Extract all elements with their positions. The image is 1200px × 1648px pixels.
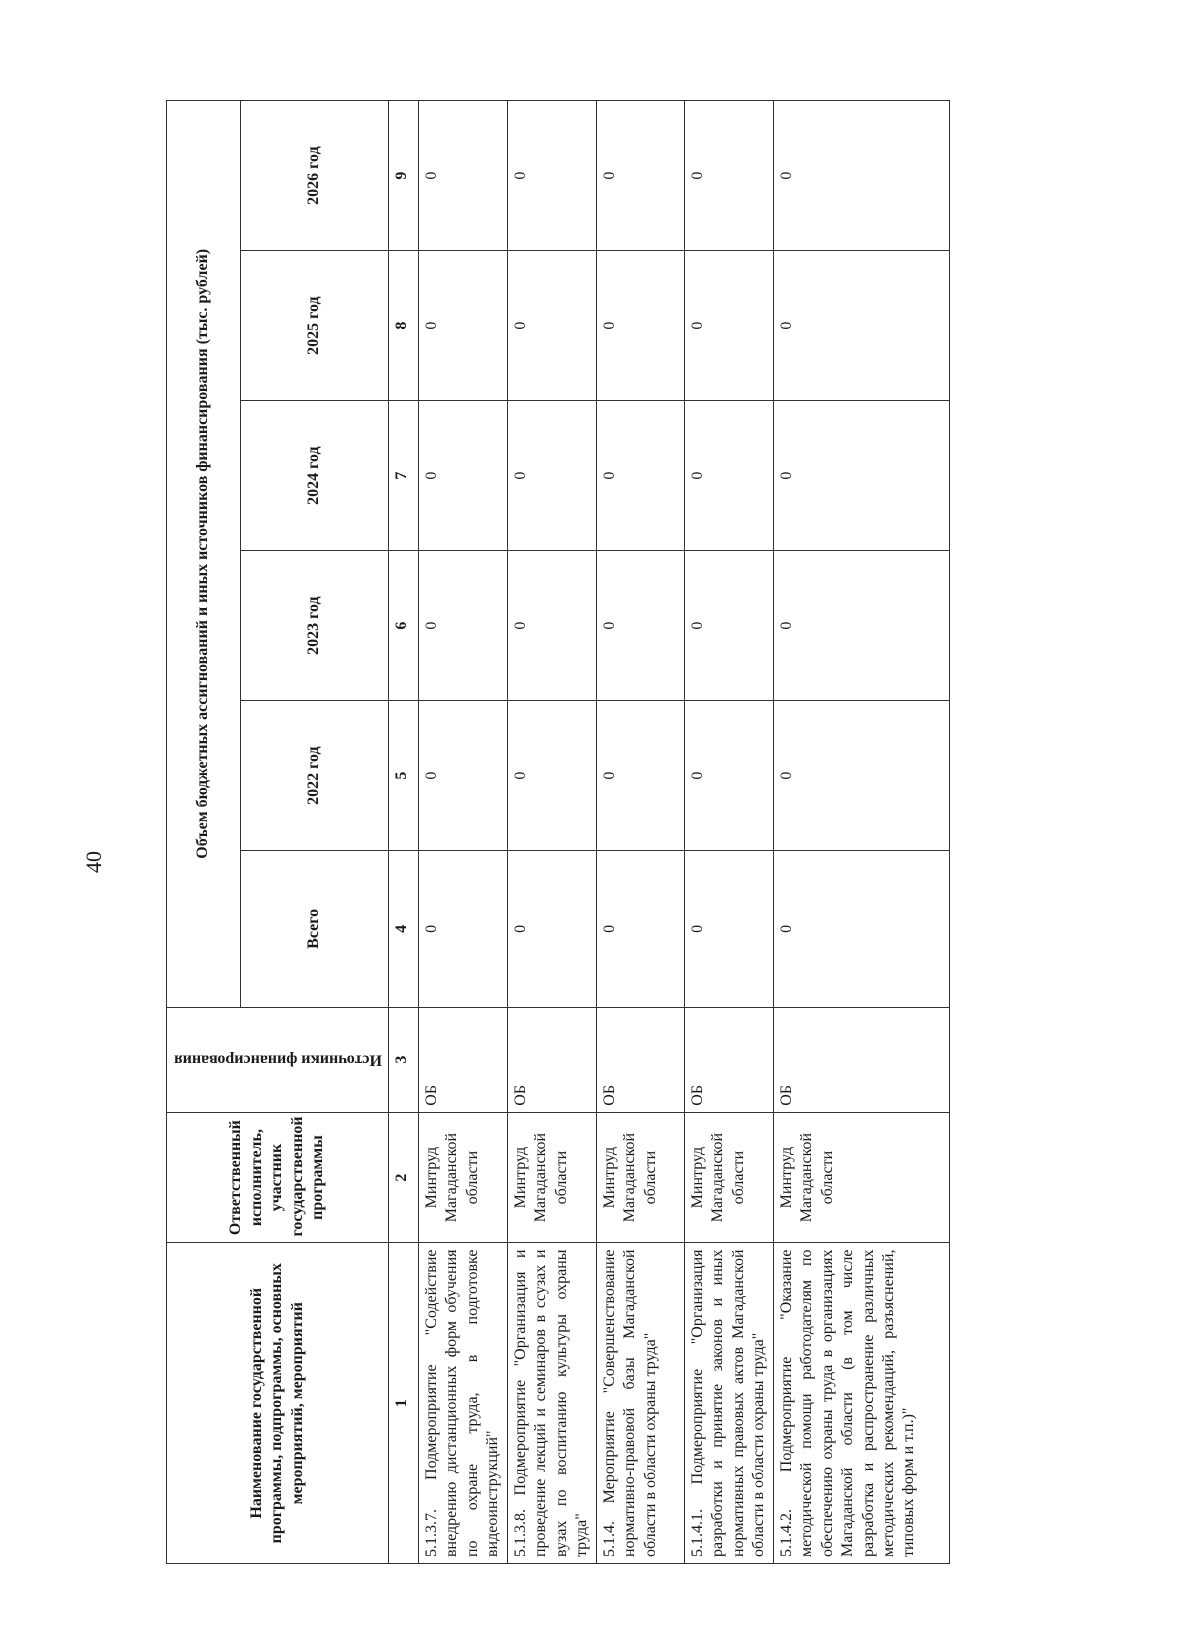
column-number: 3: [389, 1007, 419, 1112]
row-value-2024: 0: [507, 401, 596, 551]
row-value-2022: 0: [684, 701, 773, 851]
row-value-2025: 0: [773, 251, 949, 401]
table-row: [419, 101, 508, 1564]
row-value-2022: 0: [507, 701, 596, 851]
row-name: 5.1.3.8. Подмероприятие "Организация и проведение лекций и семинаров в ссузах и вузах по воспитанию культуры охраны труда": [507, 1243, 596, 1564]
table-row: [773, 101, 949, 1564]
header-source: Источники финансирования: [167, 1007, 389, 1112]
row-value-2026: 0: [419, 101, 508, 251]
rotated-table-wrapper: [166, 100, 946, 1564]
row-value-2026: 0: [773, 101, 949, 251]
row-value-2024: 0: [419, 401, 508, 551]
row-executor: Минтруд Магаданской области: [507, 1112, 596, 1243]
row-name: 5.1.4.2. Подмероприятие "Оказание методической помощи работодателям по обеспечению охраны труда в организациях Магаданской области (в том числе разработка и распространение различных методических рекомендаций, разъяснений, типовых форм и т.п.)": [773, 1243, 949, 1564]
header-year-2026: 2026 год: [241, 101, 389, 251]
row-executor: Минтруд Магаданской области: [596, 1112, 684, 1243]
row-value-2023: 0: [773, 551, 949, 701]
row-value-2026: 0: [507, 101, 596, 251]
row-value-2025: 0: [596, 251, 684, 401]
funding-table: [166, 100, 950, 1564]
row-name: 5.1.4. Мероприятие "Совершенствование нормативно-правовой базы Магаданской области в области охраны труда": [596, 1243, 684, 1564]
row-name: 5.1.3.7. Подмероприятие "Содействие внедрению дистанционных форм обучения по охране труда, в подготовке видеоинструкций": [419, 1243, 508, 1564]
column-number: 7: [389, 401, 419, 551]
table-row: [507, 101, 596, 1564]
column-number: 8: [389, 251, 419, 401]
column-number-row: [389, 101, 419, 1564]
row-source: ОБ: [684, 1007, 773, 1112]
row-name: 5.1.4.1. Подмероприятие "Организация разработки и принятие законов и иных нормативных правовых актов Магаданской области в области охраны труда": [684, 1243, 773, 1564]
column-number: 1: [389, 1243, 419, 1564]
row-value-2025: 0: [507, 251, 596, 401]
row-value-total: 0: [507, 851, 596, 1007]
header-year-2024: 2024 год: [241, 401, 389, 551]
row-executor: Минтруд Магаданской области: [773, 1112, 949, 1243]
page-number: 40: [81, 851, 106, 873]
header-year-2025: 2025 год: [241, 251, 389, 401]
table-row: [684, 101, 773, 1564]
row-source: ОБ: [507, 1007, 596, 1112]
row-value-2022: 0: [773, 701, 949, 851]
header-year-2022: 2022 год: [241, 701, 389, 851]
column-number: 6: [389, 551, 419, 701]
row-executor: Минтруд Магаданской области: [684, 1112, 773, 1243]
row-value-2025: 0: [684, 251, 773, 401]
header-funding-group: Объем бюджетных ассигнований и иных источников финансирования (тыс. рублей): [167, 101, 241, 1008]
row-source: ОБ: [773, 1007, 949, 1112]
row-source: ОБ: [419, 1007, 508, 1112]
column-number: 2: [389, 1112, 419, 1243]
row-value-total: 0: [684, 851, 773, 1007]
row-value-2022: 0: [596, 701, 684, 851]
row-value-total: 0: [773, 851, 949, 1007]
header-row-1: [167, 101, 241, 1564]
row-value-2023: 0: [419, 551, 508, 701]
column-number: 5: [389, 701, 419, 851]
row-value-total: 0: [419, 851, 508, 1007]
table-row: [596, 101, 684, 1564]
row-value-2023: 0: [596, 551, 684, 701]
row-value-2024: 0: [596, 401, 684, 551]
column-number: 4: [389, 851, 419, 1007]
row-value-2024: 0: [773, 401, 949, 551]
row-executor: Минтруд Магаданской области: [419, 1112, 508, 1243]
header-year-2023: 2023 год: [241, 551, 389, 701]
row-source: ОБ: [596, 1007, 684, 1112]
row-value-2026: 0: [596, 101, 684, 251]
row-value-2022: 0: [419, 701, 508, 851]
header-total: Всего: [241, 851, 389, 1007]
row-value-2023: 0: [684, 551, 773, 701]
header-executor: Ответственный исполнитель, участник государственной программы: [167, 1112, 389, 1243]
row-value-2023: 0: [507, 551, 596, 701]
row-value-2025: 0: [419, 251, 508, 401]
row-value-2026: 0: [684, 101, 773, 251]
row-value-total: 0: [596, 851, 684, 1007]
row-value-2024: 0: [684, 401, 773, 551]
column-number: 9: [389, 101, 419, 251]
header-name: Наименование государственной программы, подпрограммы, основных мероприятий, мероприятий: [167, 1243, 389, 1564]
